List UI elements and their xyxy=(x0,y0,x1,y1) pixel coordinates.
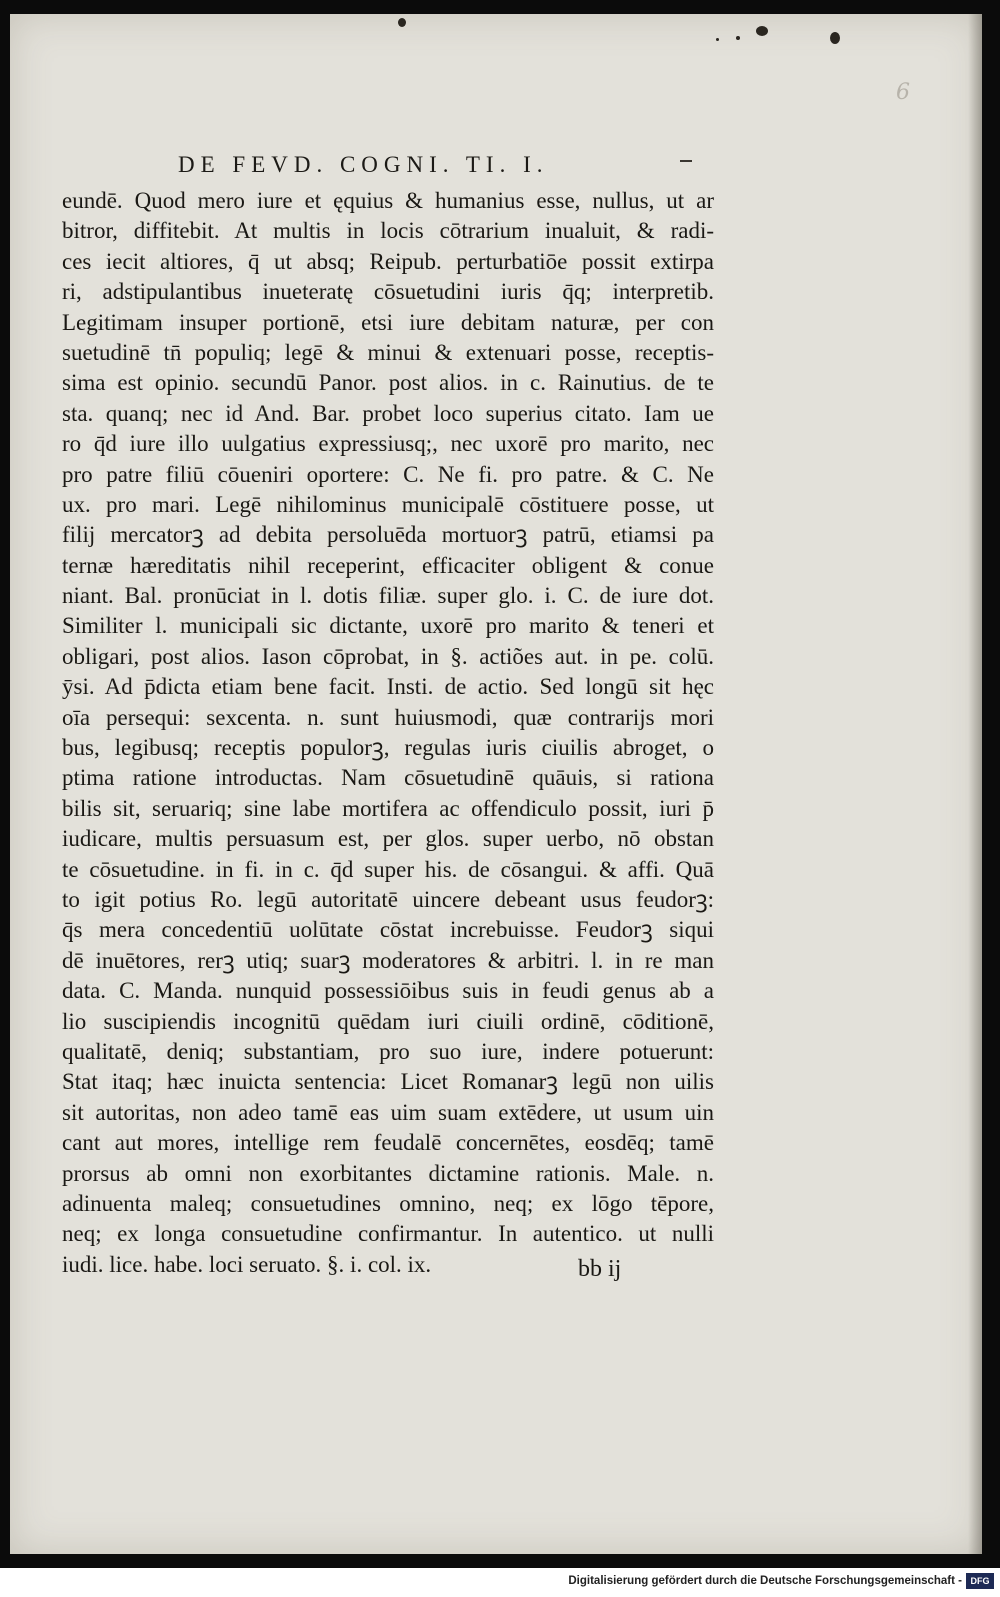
text-line: bitror, diffitebit. At multis in locis cōtrarium inualuit, & radi- xyxy=(62,218,714,244)
text-line: ternæ hæreditatis nihil receperint, efficaciter obligent & conue xyxy=(62,552,714,578)
text-line: ces iecit altiores, q̄ ut absq; Reipub. perturbatiōe possit extirpa xyxy=(62,248,714,274)
text-line: ri, adstipulantibus inueteratę cōsuetudini iuris q̄q; interpretib. xyxy=(62,279,714,305)
digitization-footer xyxy=(0,1568,1000,1597)
text-line: ȳsi. Ad p̄dicta etiam bene facit. Insti. de actio. Sed longū sit hęc xyxy=(62,674,714,700)
text-line: cant aut mores, intellige rem feudalē concernētes, eosdēq; tamē xyxy=(62,1130,714,1156)
funding-credit: Digitalisierung gefördert durch die Deutsche Forschungsgemeinschaft - xyxy=(568,1575,962,1587)
text-line: Similiter l. municipali sic dictante, uxorē pro marito & teneri et xyxy=(62,613,714,639)
text-line: dē inuētores, rerꝫ utiq; suarꝫ moderatores & arbitri. l. in re man xyxy=(62,947,714,973)
text-line: adinuenta maleq; consuetudines omnino, neq; ex lōgo tēpore, xyxy=(62,1190,714,1216)
text-line: suetudinē tn̄ populiq; legē & minui & extenuari posse, receptis- xyxy=(62,339,714,365)
body-text xyxy=(62,186,722,1280)
text-line: iudicare, multis persuasum est, per glos. super uerbo, nō obstan xyxy=(62,826,714,852)
text-line: eundē. Quod mero iure et ęquius & humanius esse, nullus, ut ar xyxy=(62,188,714,213)
text-line: ptima ratione introductas. Nam cōsuetudinē quāuis, si rationa xyxy=(62,765,714,791)
ink-stain xyxy=(736,36,740,40)
text-line: data. C. Manda. nunquid possessiōibus suis in feudi genus ab a xyxy=(62,978,714,1004)
page-edge-shadow xyxy=(968,14,982,1554)
text-line: Stat itaq; hæc inuicta sentencia: Licet Romanarꝫ legū non uilis xyxy=(62,1069,714,1095)
pencil-folio-number: 6 xyxy=(896,80,910,105)
text-line: niant. Bal. pronūciat in l. dotis filiæ. super glo. i. C. de iure dot. xyxy=(62,583,714,609)
ink-stain xyxy=(398,18,406,27)
text-line: te cōsuetudine. in fi. in c. q̄d super his. de cōsangui. & affi. Quā xyxy=(62,856,714,882)
text-line: iudi. lice. habe. loci seruato. §. i. col. ix. xyxy=(62,1251,432,1277)
text-line: filij mercatorꝫ ad debita persoluēda mortuorꝫ patrū, etiamsi pa xyxy=(62,522,714,548)
text-line: ro q̄d iure illo uulgatius expressiusq;, nec uxorē pro marito, nec xyxy=(62,431,714,457)
dfg-logo: DFG xyxy=(966,1573,994,1589)
text-line: ux. pro mari. Legē nihilominus municipalē cōstituere posse, ut xyxy=(62,491,714,517)
text-line: pro patre filiū cōueniri oportere: C. Ne fi. pro patre. & C. Ne xyxy=(62,461,714,487)
ink-stain xyxy=(830,32,840,44)
ink-stain xyxy=(756,26,768,36)
text-line: sta. quanq; nec id And. Bar. probet loco superius citato. Iam ue xyxy=(62,400,714,426)
text-line: sima est opinio. secundū Panor. post alios. in c. Rainutius. de te xyxy=(62,370,714,396)
text-line: obligari, post alios. Iason cōprobat, in §. actiões aut. in pe. colū. xyxy=(62,643,714,669)
text-line: bilis sit, seruariq; sine labe mortifera ac offendiculo possit, iuri p̄ xyxy=(62,795,714,821)
text-line: q̄s mera concedentiū uolūtate cōstat increbuisse. Feudorꝫ siqui xyxy=(62,917,714,943)
text-line: prorsus ab omni non exorbitantes dictamine rationis. Male. n. xyxy=(62,1160,714,1186)
text-line: lio suscipiendis incognitū quēdam iuri ciuili ordinē, cōditionē, xyxy=(62,1008,714,1034)
text-line: Legitimam insuper portionē, etsi iure debitam naturæ, per con xyxy=(62,309,714,335)
text-line: to igit potius Ro. legū autoritatē uincere debeant usus feudorꝫ: xyxy=(62,886,714,912)
text-line: qualitatē, deniq; substantiam, pro suo iure, indere potuerunt: xyxy=(62,1038,714,1064)
signature-mark: bb ij xyxy=(578,1256,622,1282)
text-line: neq; ex longa consuetudine confirmantur. In autentico. ut nulli xyxy=(62,1221,714,1247)
ink-stain xyxy=(716,38,719,41)
running-head-mark xyxy=(680,160,692,162)
text-line: oīa persequi: sexcenta. n. sunt huiusmodi, quæ contrarijs mori xyxy=(62,704,714,730)
text-line: sit autoritas, non adeo tamē eas uim suam extēdere, ut usum uin xyxy=(62,1099,714,1125)
running-head: DE FEVD. COGNI. TI. I. xyxy=(178,152,549,177)
text-line: bus, legibusq; receptis populorꝫ, regulas iuris ciuilis abroget, o xyxy=(62,735,714,761)
